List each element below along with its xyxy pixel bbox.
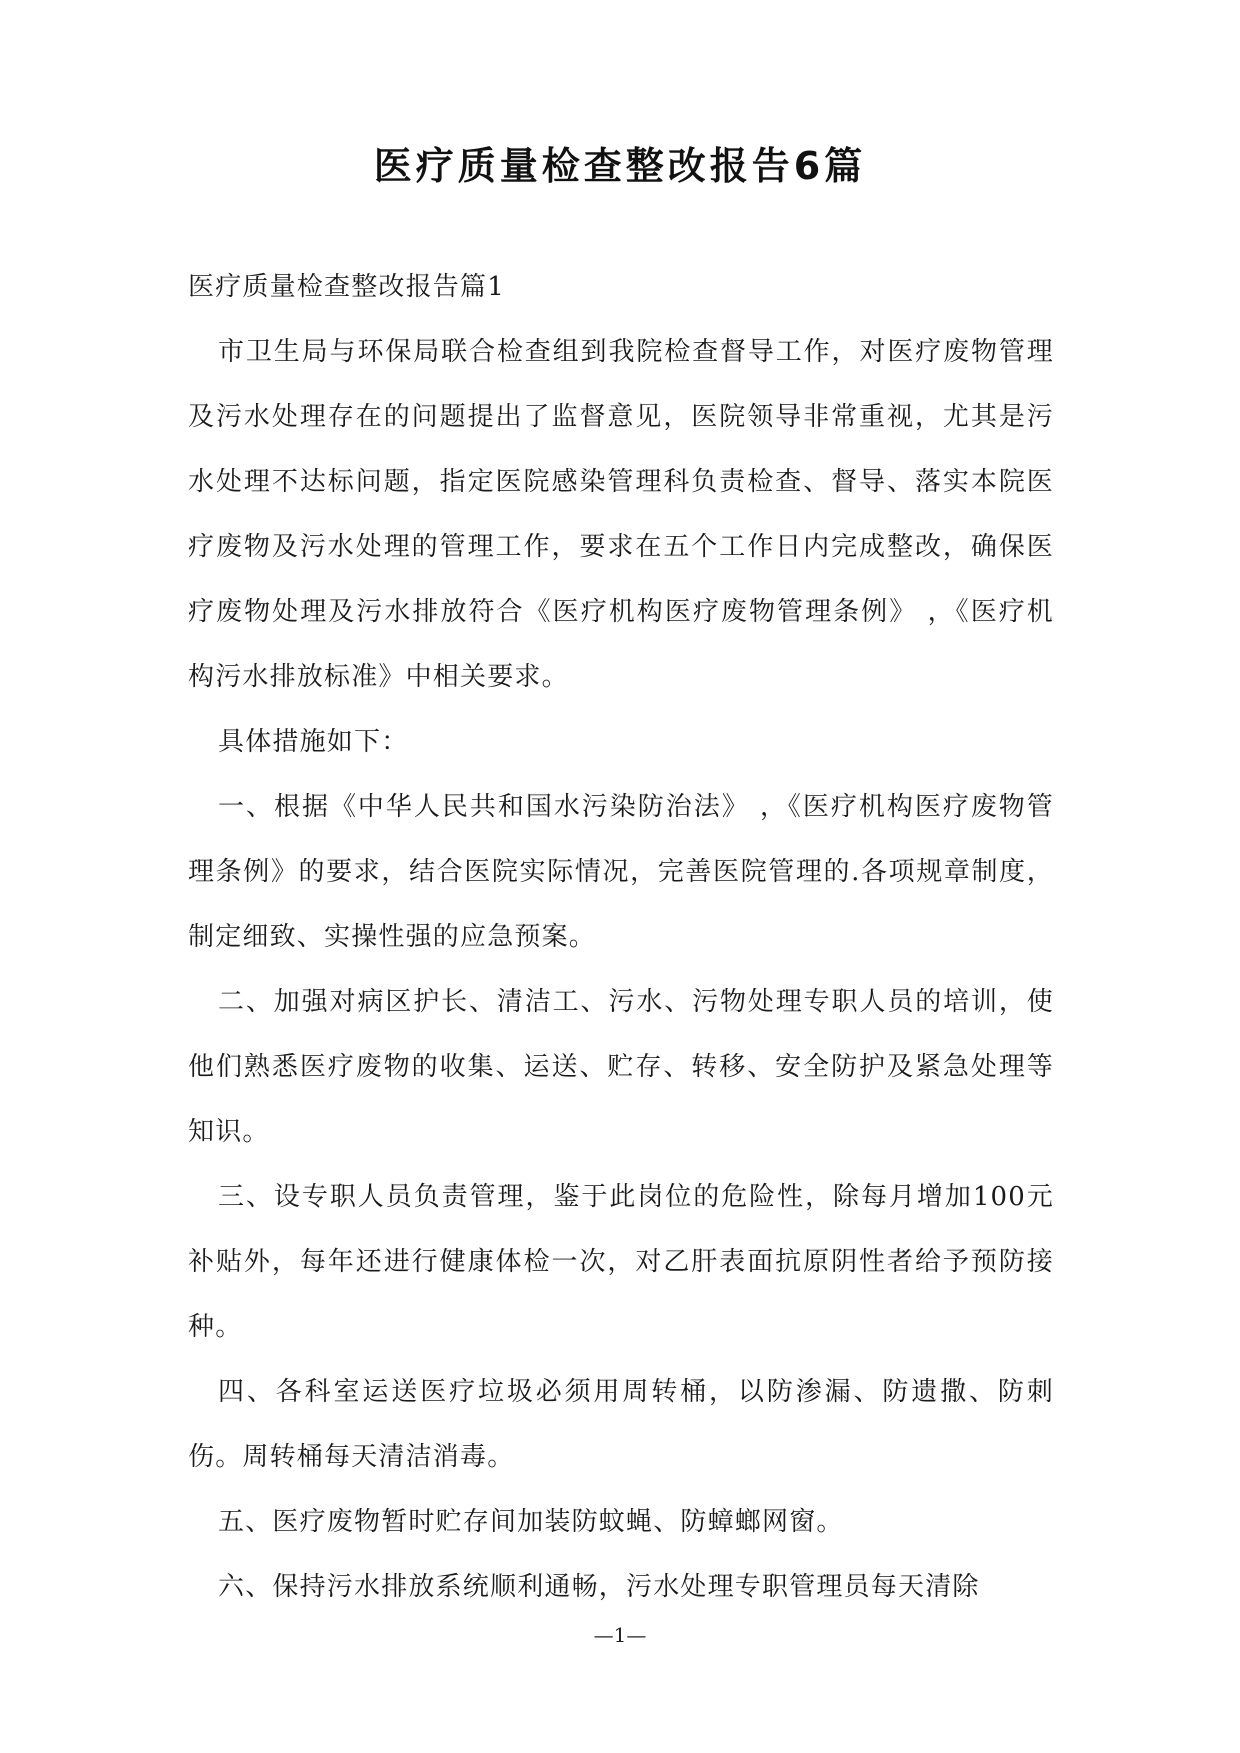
paragraph-measure-5: 五、医疗废物暂时贮存间加装防蚊蝇、防蟑螂网窗。	[218, 1507, 844, 1537]
paragraph-measure-6: 六、保持污水排放系统顺利通畅，污水处理专职管理员每天清除	[218, 1572, 980, 1602]
document-title: 医疗质量检查整改报告6篇	[373, 144, 867, 188]
paragraph-measure-2: 二、加强对病区护长、清洁工、污水、污物处理专职人员的培训，使他们熟悉医疗废物的收集、运送、贮存、转移、安全防护及紧急处理等知识。	[188, 987, 1054, 1147]
paragraph-intro: 市卫生局与环保局联合检查组到我院检查督导工作，对医疗废物管理及污水处理存在的问题提出了监督意见，医院领导非常重视，尤其是污水处理不达标问题，指定医院感染管理科负责检查、督导、落实本院医疗废物及污水处理的管理工作，要求在五个工作日内完成整改，确保医疗废物处理及污水排放符合《医疗机构医疗废物管理条例》 ，《医疗机构污水排放标准》中相关要求。	[188, 337, 1054, 692]
paragraph-measure-1: 一、根据《中华人民共和国水污染防治法》 ，《医疗机构医疗废物管理条例》的要求，结合医院实际情况，完善医院管理的.各项规章制度，制定细致、实操性强的应急预案。	[188, 792, 1054, 952]
paragraph-measures-heading: 具体措施如下：	[218, 727, 409, 757]
page-number: —1—	[593, 1623, 647, 1647]
paragraph-measure-3: 三、设专职人员负责管理，鉴于此岗位的危险性，除每月增加100元补贴外，每年还进行健康体检一次，对乙肝表面抗原阴性者给予预防接种。	[188, 1182, 1054, 1342]
section-heading: 医疗质量检查整改报告篇1	[188, 272, 505, 302]
paragraph-measure-4: 四、各科室运送医疗垃圾必须用周转桶，以防渗漏、防遗撒、防刺伤。周转桶每天清洁消毒。	[188, 1377, 1054, 1472]
document-body	[188, 255, 1054, 1620]
